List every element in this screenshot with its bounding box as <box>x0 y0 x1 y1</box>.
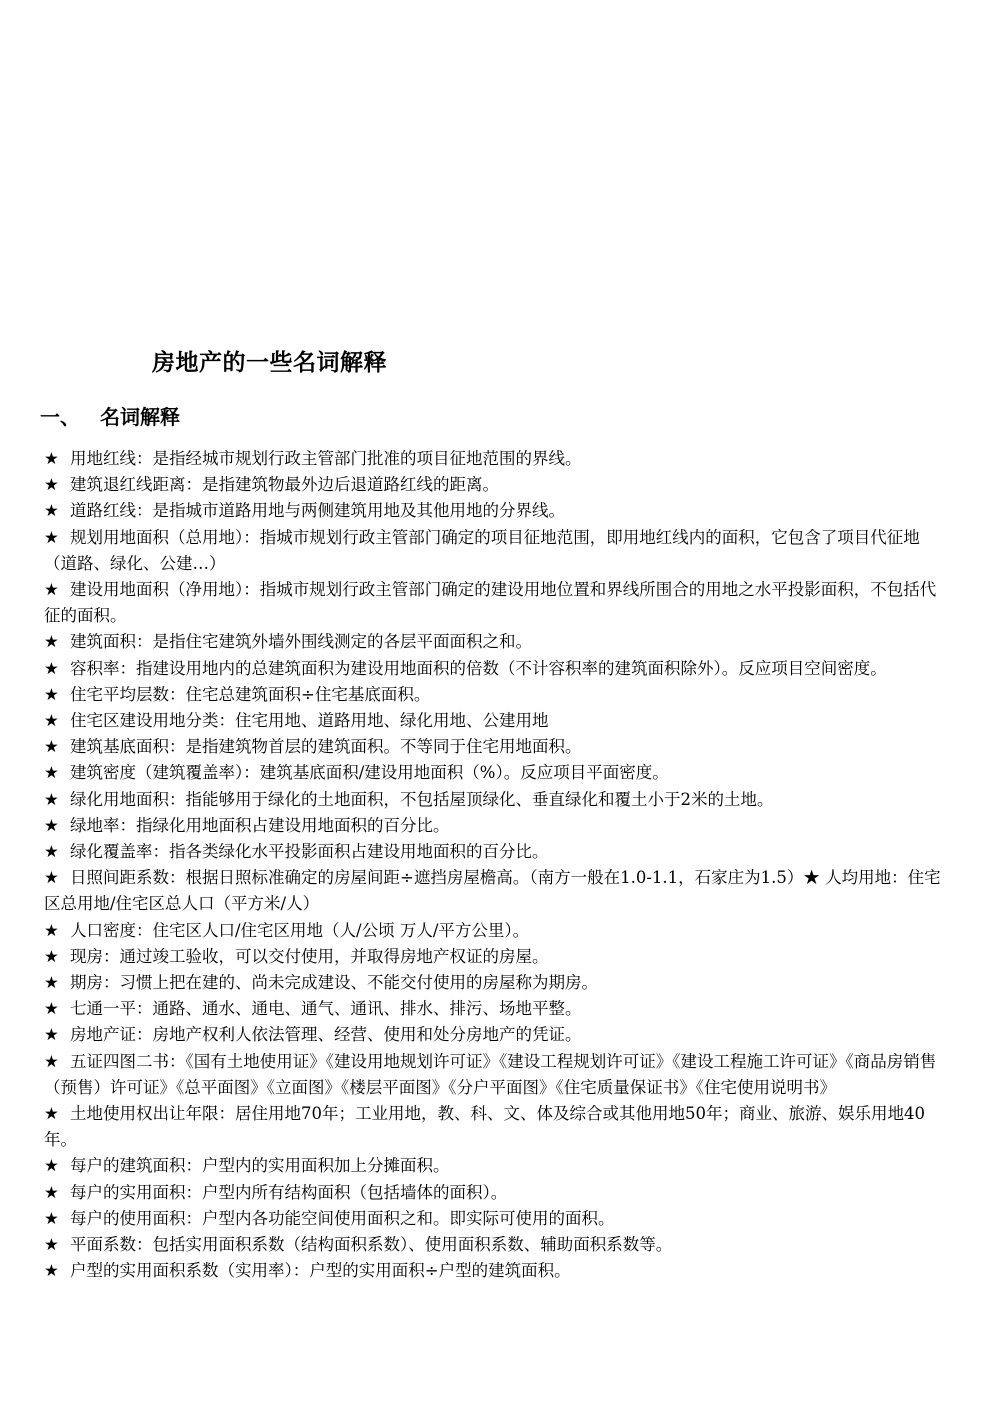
star-icon: ★ <box>44 1182 59 1202</box>
section-heading <box>40 403 180 431</box>
definition-text: 每户的实用面积：户型内所有结构面积（包括墙体的面积）。 <box>70 1182 508 1202</box>
definition-item <box>44 1258 949 1284</box>
star-icon: ★ <box>44 920 59 940</box>
definition-text: 绿化覆盖率：指各类绿化水平投影面积占建设用地面积的百分比。 <box>70 842 549 862</box>
star-icon: ★ <box>44 946 59 966</box>
page-title: 房地产的一些名词解释 <box>152 350 387 376</box>
definition-text: 建筑面积：是指住宅建筑外墙外围线测定的各层平面面积之和。 <box>70 632 532 652</box>
star-icon: ★ <box>44 1261 59 1281</box>
definition-text: 户型的实用面积系数（实用率）：户型的实用面积÷户型的建筑面积。 <box>70 1261 571 1281</box>
star-icon: ★ <box>44 449 59 468</box>
definition-text: 住宅区建设用地分类：住宅用地、道路用地、绿化用地、公建用地 <box>70 711 549 731</box>
definition-item <box>44 498 949 524</box>
definition-text: 每户的使用面积：户型内各功能空间使用面积之和。即实际可使用的面积。 <box>70 1208 615 1228</box>
star-icon: ★ <box>44 1025 59 1045</box>
star-icon: ★ <box>44 763 59 783</box>
definition-item <box>44 656 949 682</box>
definition-item <box>44 472 949 498</box>
definition-item <box>44 1206 949 1232</box>
star-icon: ★ <box>44 737 59 757</box>
definition-text: 绿地率：指绿化用地面积占建设用地面积的百分比。 <box>70 815 450 835</box>
star-icon: ★ <box>44 868 59 888</box>
definition-item <box>44 865 949 917</box>
definition-text: 住宅平均层数：住宅总建筑面积÷住宅基底面积。 <box>70 684 431 704</box>
star-icon: ★ <box>44 842 59 862</box>
star-icon: ★ <box>44 999 59 1019</box>
star-icon: ★ <box>44 1104 59 1124</box>
star-icon: ★ <box>44 789 59 809</box>
definition-text: 绿化用地面积：指能够用于绿化的土地面积，不包括屋顶绿化、垂直绿化和覆土小于2米的土地。 <box>70 789 774 809</box>
star-icon: ★ <box>44 1156 59 1176</box>
definition-item <box>44 577 949 629</box>
star-icon: ★ <box>44 1235 59 1255</box>
definition-text: 建设用地面积（净用地）：指城市规划行政主管部门确定的建设用地位置和界线所围合的用地之水平投影面积，不包括代征的面积。 <box>44 580 937 626</box>
definition-item <box>44 813 949 839</box>
definition-item <box>44 734 949 760</box>
star-icon: ★ <box>44 527 59 547</box>
definition-text: 建筑基底面积：是指建筑物首层的建筑面积。不等同于住宅用地面积。 <box>70 737 582 757</box>
star-icon: ★ <box>44 1208 59 1228</box>
definition-text: 平面系数：包括实用面积系数（结构面积系数）、使用面积系数、辅助面积系数等。 <box>70 1235 673 1255</box>
definition-item <box>44 787 949 813</box>
star-icon: ★ <box>44 501 59 521</box>
definition-item <box>44 1180 949 1206</box>
definition-text: 现房：通过竣工验收，可以交付使用，并取得房地产权证的房屋。 <box>70 946 549 966</box>
star-icon: ★ <box>44 711 59 731</box>
definition-item <box>44 708 949 734</box>
definition-text: 期房：习惯上把在建的、尚未完成建设、不能交付使用的房屋称为期房。 <box>70 973 598 993</box>
definition-text: 道路红线：是指城市道路用地与两侧建筑用地及其他用地的分界线。 <box>70 501 565 521</box>
definition-text: 人口密度：住宅区人口/住宅区用地（人/公顷 万人/平方公里）。 <box>70 920 530 940</box>
star-icon: ★ <box>44 580 59 600</box>
definition-list <box>44 446 949 1285</box>
definition-item <box>44 944 949 970</box>
definition-text: 房地产证：房地产权利人依法管理、经营、使用和处分房地产的凭证。 <box>70 1025 582 1045</box>
definition-item <box>44 996 949 1022</box>
definition-item <box>44 629 949 655</box>
definition-text: 建筑退红线距离：是指建筑物最外边后退道路红线的距离。 <box>70 475 499 495</box>
definition-text: 日照间距系数：根据日照标准确定的房屋间距÷遮挡房屋檐高。（南方一般在1.0-1.1，石家庄为1.5）★ 人均用地：住宅区总用地/住宅区总人口（平方米/人） <box>44 868 941 914</box>
definition-item <box>44 760 949 786</box>
star-icon: ★ <box>44 658 59 678</box>
star-icon: ★ <box>44 815 59 835</box>
definition-item <box>44 839 949 865</box>
section-label: 名词解释 <box>100 405 180 429</box>
definition-text: 规划用地面积（总用地）：指城市规划行政主管部门确定的项目征地范围，即用地红线内的面积，它包含了项目代征地（道路、绿化、公建…） <box>44 527 920 573</box>
definition-item <box>44 525 949 577</box>
definition-text: 土地使用权出让年限：居住用地70年；工业用地，教、科、文、体及综合或其他用地50年；商业、旅游、娱乐用地40年。 <box>44 1104 925 1150</box>
definition-item <box>44 1153 949 1179</box>
definition-text: 五证四图二书：《国有土地使用证》《建设用地规划许可证》《建设工程规划许可证》《建设工程施工许可证》《商品房销售（预售）许可证》《总平面图》《立面图》《楼层平面图》《分户平面图》《住宅质量保证书》《住宅使用说明书》 <box>44 1051 937 1097</box>
definition-text: 容积率：指建设用地内的总建筑面积为建设用地面积的倍数（不计容积率的建筑面积除外）。反应项目空间密度。 <box>70 658 887 678</box>
definition-item <box>44 1101 949 1153</box>
definition-item <box>44 1232 949 1258</box>
definition-text: 七通一平：通路、通水、通电、通气、通讯、排水、排污、场地平整。 <box>70 999 582 1019</box>
definition-item <box>44 970 949 996</box>
star-icon: ★ <box>44 973 59 993</box>
star-icon: ★ <box>44 1051 59 1071</box>
star-icon: ★ <box>44 475 59 495</box>
definition-item <box>44 918 949 944</box>
definition-item <box>44 446 949 472</box>
star-icon: ★ <box>44 684 59 704</box>
definition-text: 建筑密度（建筑覆盖率）：建筑基底面积/建设用地面积（%）。反应项目平面密度。 <box>70 763 669 783</box>
star-icon: ★ <box>44 632 59 652</box>
definition-item <box>44 1022 949 1048</box>
definition-item <box>44 1049 949 1101</box>
section-number: 一、 <box>40 405 80 429</box>
definition-text: 每户的建筑面积：户型内的实用面积加上分摊面积。 <box>70 1156 450 1176</box>
definition-text: 用地红线：是指经城市规划行政主管部门批准的项目征地范围的界线。 <box>70 449 582 468</box>
definition-item <box>44 682 949 708</box>
